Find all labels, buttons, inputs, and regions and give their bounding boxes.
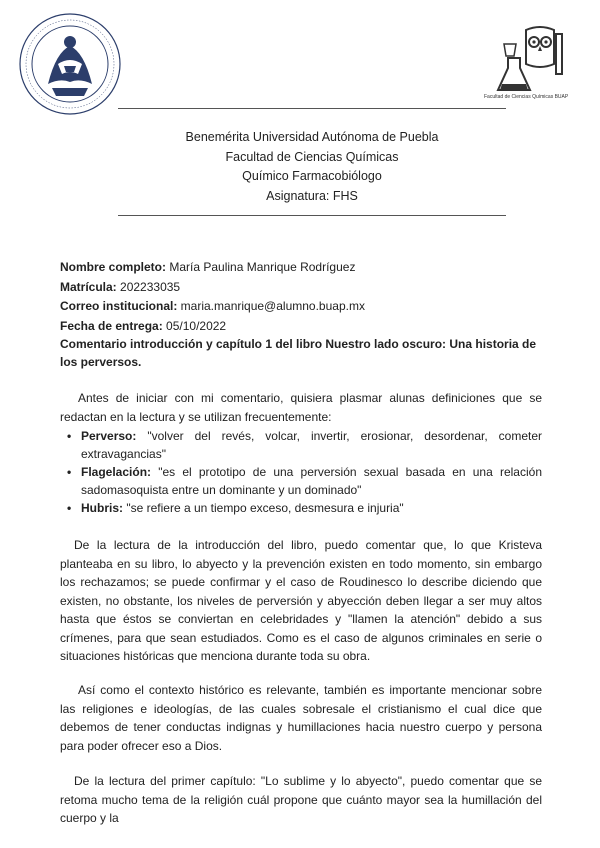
definition-text: "se refiere a un tiempo exceso, desmesura e injuria" — [123, 501, 404, 515]
university-name: Benemérita Universidad Autónoma de Puebla — [185, 130, 439, 144]
student-email-label: Correo institucional: — [60, 299, 178, 313]
program-name: Químico Farmacobiólogo — [242, 169, 382, 183]
university-seal-logo — [18, 12, 122, 116]
definition-item — [64, 427, 542, 463]
intro-text: Antes de iniciar con mi comentario, quisiera plasmar alunas definiciones que se redactan en la lectura y se utilizan frecuentemente: — [60, 391, 542, 424]
student-email-row — [60, 297, 365, 317]
body-paragraph-3 — [60, 772, 542, 828]
definition-term: Perverso: — [81, 429, 137, 443]
faculty-logo-caption: Facultad de Ciencias Químicas BUAP — [484, 94, 569, 100]
student-id-value: 202233035 — [116, 279, 181, 294]
header-top-rule — [118, 108, 506, 109]
institution-header — [118, 128, 506, 206]
intro-paragraph — [60, 389, 542, 426]
paragraph-text: De la lectura del primer capítulo: "Lo sublime y lo abyecto", puedo comentar que se retoma mucho tema de la religión cuál propone que cuánto mayor sea la humillación del cuerpo y la — [60, 774, 542, 825]
student-id-row — [60, 278, 365, 298]
due-date-value: 05/10/2022 — [162, 318, 227, 333]
definition-text: "es el prototipo de una perversión sexual basada en una relación sadomasoquista entre un dominante y un dominado" — [81, 465, 542, 497]
document-title: Comentario introducción y capítulo 1 del libro Nuestro lado oscuro: Una historia de los perversos. — [60, 337, 537, 369]
student-name-row — [60, 258, 365, 278]
definition-item — [64, 463, 542, 499]
due-date-label: Fecha de entrega: — [60, 318, 163, 333]
definition-item — [64, 499, 542, 517]
course-name: Asignatura: FHS — [266, 188, 358, 203]
student-id-label: Matrícula: — [60, 279, 117, 294]
student-email-value: maria.manrique@alumno.buap.mx — [177, 299, 365, 313]
header-bottom-rule — [118, 215, 506, 216]
body-paragraph-1 — [60, 536, 542, 666]
due-date-row — [60, 317, 365, 337]
faculty-name: Facultad de Ciencias Químicas — [225, 149, 399, 164]
student-info — [60, 258, 365, 336]
definition-term: Hubris: — [81, 501, 123, 515]
definition-text: "volver del revés, volcar, invertir, erosionar, desordenar, cometer extravagancias" — [81, 429, 542, 461]
definition-term: Flagelación: — [81, 465, 152, 479]
body-paragraph-2 — [60, 681, 542, 755]
paragraph-text: De la lectura de la introducción del libro, puedo comentar que, lo que Kristeva planteaba en su libro, lo abyecto y la prevención existen en todo momento, sin embargo los rechazamos; se puede confirmar y el caso de Roudinesco lo describe diciendo que existen, no obstante, los niveles de perversión y abyección deben llegar a ser muy altos hasta que éstos se conviertan en celebridades y "llamen la atención" debido a sus crímenes, para que sean estudiados. Como es el caso de algunos criminales en serie o situaciones históricas que menciona durante toda su obra. — [60, 538, 542, 663]
faculty-owl-logo — [496, 24, 568, 104]
student-name-value: María Paulina Manrique Rodríguez — [166, 260, 356, 274]
paragraph-text: Así como el contexto histórico es relevante, también es importante mencionar sobre las religiones e ideologías, de las cuales sobresale el cristianismo el cual dice que debemos de tener conductas indignas y humillaciones hacia nuestro cuerpo y persona para poder ofrecer eso a Dios. — [60, 683, 542, 753]
student-name-label: Nombre completo: — [60, 260, 167, 274]
definitions-list — [64, 427, 542, 517]
